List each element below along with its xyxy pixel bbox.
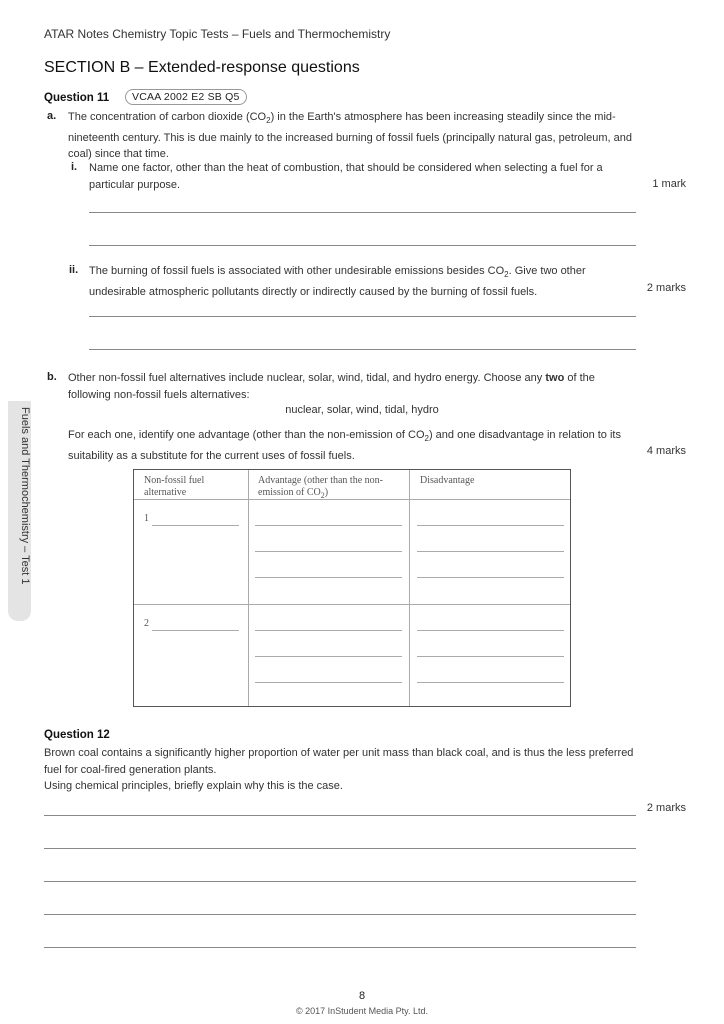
advantage-answer-line[interactable] bbox=[255, 577, 402, 578]
section-title: SECTION B – Extended-response questions bbox=[44, 59, 360, 76]
side-tab-label: Fuels and Thermochemistry – Test 1 bbox=[19, 407, 31, 585]
part-a-ii-label: ii. bbox=[69, 264, 79, 276]
page-number: 8 bbox=[358, 990, 366, 1002]
row-divider bbox=[134, 604, 570, 605]
disadvantage-answer-line[interactable] bbox=[417, 525, 564, 526]
alternative-answer-line[interactable] bbox=[152, 525, 239, 526]
answer-line[interactable] bbox=[89, 316, 636, 317]
question-11-label: Question 11 bbox=[44, 92, 110, 104]
advantage-answer-line[interactable] bbox=[255, 551, 402, 552]
copyright: © 2017 InStudent Media Pty. Ltd. bbox=[295, 1006, 429, 1016]
source-tag: VCAA 2002 E2 SB Q5 bbox=[125, 89, 247, 105]
advantage-answer-line[interactable] bbox=[255, 682, 402, 683]
disadvantage-answer-line[interactable] bbox=[417, 682, 564, 683]
column-divider bbox=[248, 470, 249, 706]
part-b-text: Other non-fossil fuel alternatives include nuclear, solar, wind, tidal, and hydro energy. Choose any two of the following non-fossil fuels alternatives: bbox=[68, 372, 595, 401]
alternatives-list: nuclear, solar, wind, tidal, hydro bbox=[285, 404, 439, 416]
row-number: 1 bbox=[144, 513, 149, 524]
alternative-answer-line[interactable] bbox=[152, 630, 239, 631]
question-12-instruction: Using chemical principles, briefly explain why this is the case. bbox=[44, 780, 343, 792]
advantage-answer-line[interactable] bbox=[255, 656, 402, 657]
part-a-ii-marks: 2 marks bbox=[646, 282, 686, 294]
answer-line[interactable] bbox=[89, 212, 636, 213]
advantage-answer-line[interactable] bbox=[255, 630, 402, 631]
col-header-disadvantage: Disadvantage bbox=[420, 475, 475, 486]
part-a-i-marks: 1 mark bbox=[652, 178, 686, 190]
answer-line[interactable] bbox=[89, 349, 636, 350]
question-12-text: Brown coal contains a significantly higher proportion of water per unit mass than black coal, and is thus the less preferred fuel for coal-fired generation plants. bbox=[44, 747, 634, 776]
question-12-label: Question 12 bbox=[44, 729, 110, 741]
part-a-i-label: i. bbox=[71, 161, 78, 173]
answer-line[interactable] bbox=[44, 881, 636, 882]
col-header-alternative: Non-fossil fuel alternative bbox=[144, 475, 205, 498]
answer-line[interactable] bbox=[89, 245, 636, 246]
part-b-marks: 4 marks bbox=[646, 445, 686, 457]
part-a-i-text: Name one factor, other than the heat of combustion, that should be considered when selecting a fuel for a particular purpose. bbox=[89, 162, 603, 191]
question-12-marks: 2 marks bbox=[646, 802, 686, 814]
column-divider bbox=[409, 470, 410, 706]
part-a-label: a. bbox=[47, 110, 57, 122]
disadvantage-answer-line[interactable] bbox=[417, 656, 564, 657]
part-a-text: The concentration of carbon dioxide $(CO_2)$ in the Earth's atmosphere has been increasing steadily since the mid-nineteenth century. This is due mainly to the increased burning of fossil fuels (principally natural gas, petroleum, and coal) since that time. bbox=[68, 111, 632, 161]
part-b-label: b. bbox=[47, 371, 57, 383]
part-a-ii-text: The burning of fossil fuels is associated with other undesirable emissions besides $CO_2$. Give two other undesirable atmospheric pollutants directly or indirectly caused by the burning of fossil fuels. bbox=[89, 265, 586, 298]
running-header: ATAR Notes Chemistry Topic Tests – Fuels and Thermochemistry bbox=[44, 27, 391, 41]
disadvantage-answer-line[interactable] bbox=[417, 577, 564, 578]
part-b-instruction: For each one, identify one advantage (other than the non-emission of $CO_2$) and one disadvantage in relation to its suitability as a substitute for the current uses of fossil fuels. bbox=[68, 429, 621, 462]
side-tab bbox=[8, 401, 31, 621]
answer-line[interactable] bbox=[44, 815, 636, 816]
alternatives-table bbox=[133, 469, 571, 707]
row-number: 2 bbox=[144, 618, 149, 629]
answer-line[interactable] bbox=[44, 848, 636, 849]
answer-line[interactable] bbox=[44, 947, 636, 948]
disadvantage-answer-line[interactable] bbox=[417, 551, 564, 552]
answer-line[interactable] bbox=[44, 914, 636, 915]
disadvantage-answer-line[interactable] bbox=[417, 630, 564, 631]
col-header-advantage: Advantage (other than the non-emission of $CO_2$) bbox=[258, 475, 383, 500]
advantage-answer-line[interactable] bbox=[255, 525, 402, 526]
header-divider bbox=[134, 499, 570, 500]
